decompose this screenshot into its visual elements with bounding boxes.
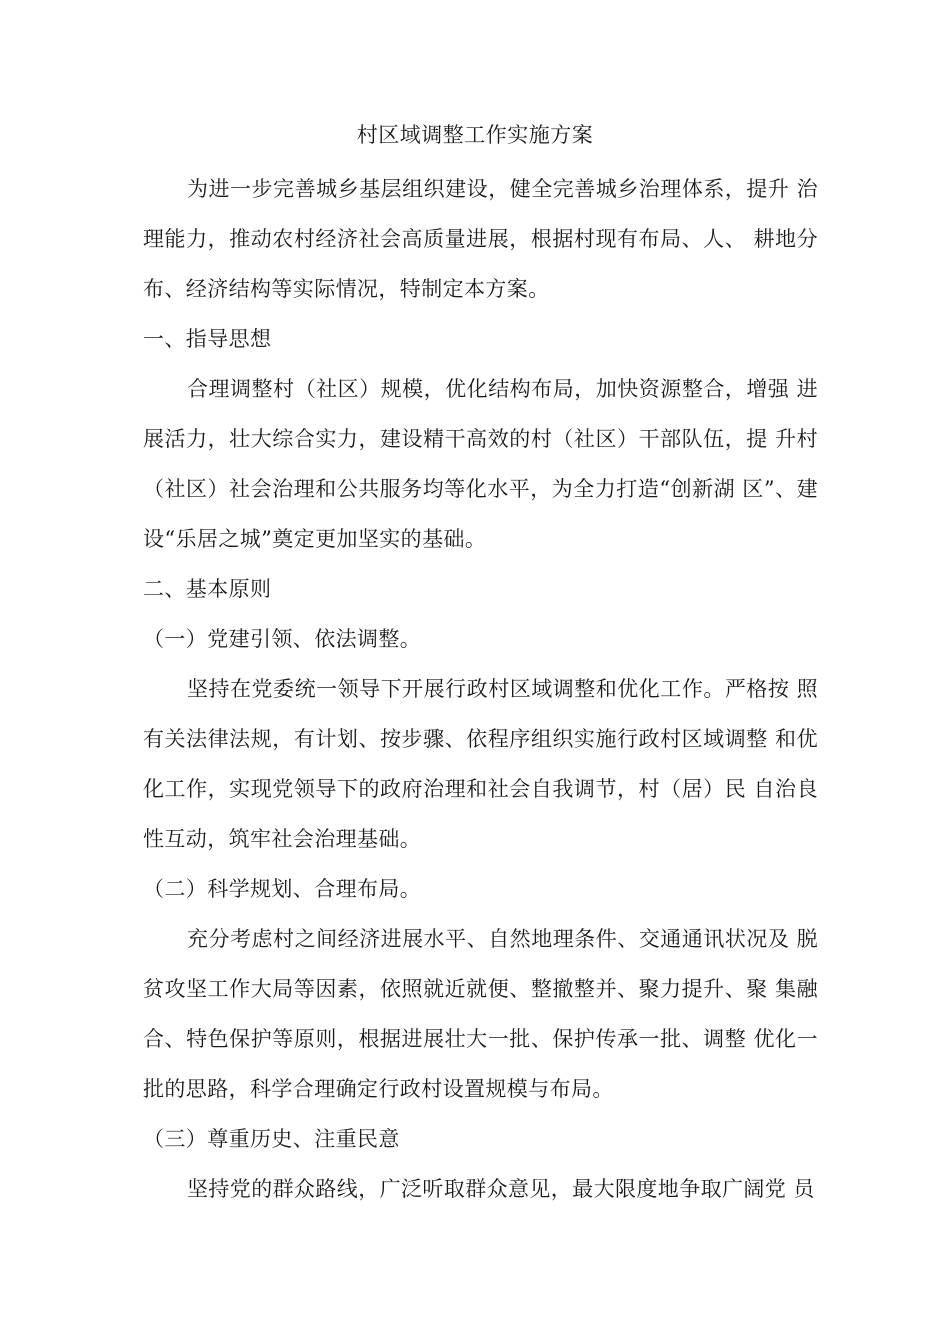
intro-paragraph: 为进一步完善城乡基层组织建设，健全完善城乡治理体系，提升 治理能力，推动农村经济社会高质量进展，根据村现有布局、人、 耕地分布、经济结构等实际情况，特制定本方案。 <box>143 177 818 301</box>
document-body <box>143 164 818 1214</box>
subheading-scientific-planning: （二）科学规划、合理布局。 <box>143 877 422 901</box>
scientific-planning-paragraph: 充分考虑村之间经济进展水平、自然地理条件、交通通讯状况及 脱贫攻坚工作大局等因素，依照就近就便、整撤整并、聚力提升、聚 集融合、特色保护等原则，根据进展壮大一批、保护传承一批、调整 优化一批的思路，科学合理确定行政村设置规模与布局。 <box>143 927 818 1101</box>
respect-history-paragraph: 坚持党的群众路线，广泛听取群众意见，最大限度地争取广阔党 员 <box>187 1177 815 1201</box>
section-heading-guiding-ideology: 一、指导思想 <box>143 327 272 351</box>
document-title: 村区域调整工作实施方案 <box>356 123 594 147</box>
party-leadership-paragraph: 坚持在党委统一领导下开展行政村区域调整和优化工作。严格按 照有关法律法规，有计划、按步骤、依程序组织实施行政村区域调整 和优化工作，实现党领导下的政府治理和社会自我调节，村（居）民 自治良性互动，筑牢社会治理基础。 <box>143 677 818 851</box>
subheading-respect-history: （三）尊重历史、注重民意 <box>143 1127 400 1151</box>
subheading-party-leadership: （一）党建引领、依法调整。 <box>143 627 422 651</box>
guiding-ideology-paragraph: 合理调整村（社区）规模，优化结构布局，加快资源整合，增强 进展活力，壮大综合实力，建设精干高效的村（社区）干部队伍，提 升村（社区）社会治理和公共服务均等化水平，为全力打造“创新湖 区”、建设“乐居之城”奠定更加坚实的基础。 <box>143 377 818 551</box>
section-heading-basic-principles: 二、基本原则 <box>143 577 272 601</box>
